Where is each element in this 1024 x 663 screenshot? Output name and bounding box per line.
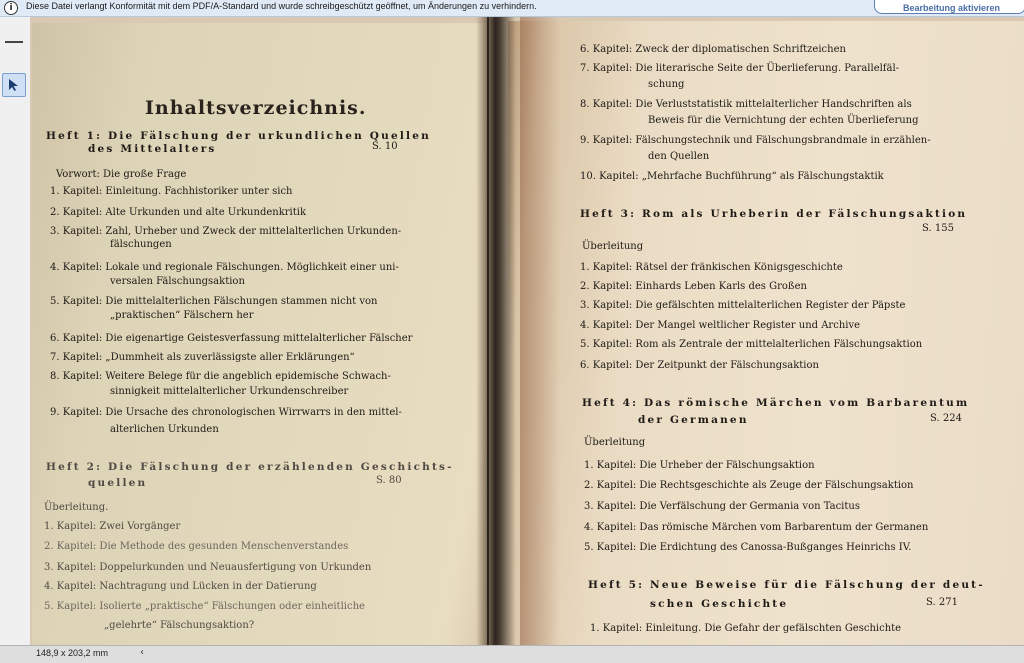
heft3-heading: Heft 3: Rom als Urheberin der Fälschungsaktion bbox=[580, 208, 968, 220]
info-icon: i bbox=[4, 1, 18, 15]
cursor-arrow-icon bbox=[8, 78, 20, 92]
toc-entry: 5. Kapitel: Die Erdichtung des Canossa-Bußganges Heinrichs IV. bbox=[584, 542, 912, 553]
heft5-heading-cont: schen Geschichte bbox=[650, 598, 789, 610]
page-size-readout: 148,9 x 203,2 mm bbox=[36, 648, 109, 658]
toc-entry-cont: sinnigkeit mittelalterlicher Urkundenschreiber bbox=[110, 386, 349, 397]
toc-entry-cont: schung bbox=[648, 79, 685, 90]
toc-entry-cont: „gelehrte“ Fälschungsaktion? bbox=[104, 620, 255, 631]
toc-entry: 6. Kapitel: Die eigenartige Geistesverfassung mittelalterlicher Fälscher bbox=[50, 333, 413, 344]
toc-entry: 9. Kapitel: Die Ursache des chronologischen Wirrwarrs in den mittel- bbox=[50, 407, 402, 418]
gutter-line bbox=[487, 17, 489, 645]
toc-entry: 4. Kapitel: Das römische Märchen vom Barbarentum der Germanen bbox=[584, 522, 929, 533]
heft1-page-ref: S. 10 bbox=[372, 141, 398, 152]
heft2-page-ref: S. 80 bbox=[376, 475, 402, 486]
toc-entry: 7. Kapitel: „Dummheit als zuverlässigste aller Erklärungen“ bbox=[50, 352, 355, 363]
toc-entry: 5. Kapitel: Die mittelalterlichen Fälschungen stammen nicht von bbox=[50, 296, 378, 307]
heft1-heading-cont: des Mittelalters bbox=[88, 143, 217, 155]
toc-entry: 5. Kapitel: Rom als Zentrale der mittelalterlichen Fälschungsaktion bbox=[580, 339, 923, 350]
toc-entry: 2. Kapitel: Alte Urkunden und alte Urkundenkritik bbox=[50, 207, 307, 218]
toc-entry: Überleitung. bbox=[44, 502, 109, 513]
toc-entry: 7. Kapitel: Die literarische Seite der Überlieferung. Parallelfäl- bbox=[580, 63, 900, 74]
toc-entry: 6. Kapitel: Zweck der diplomatischen Schriftzeichen bbox=[580, 44, 846, 55]
left-toolbar bbox=[0, 17, 31, 645]
heft1-heading: Heft 1: Die Fälschung der urkundlichen Quellen bbox=[46, 130, 431, 142]
toc-entry: 4. Kapitel: Der Mangel weltlicher Register und Archive bbox=[580, 320, 861, 331]
toc-entry: 3. Kapitel: Die gefälschten mittelalterlichen Register der Päpste bbox=[580, 300, 906, 311]
toc-entry: 5. Kapitel: Isolierte „praktische“ Fälschungen oder einheitliche bbox=[44, 601, 365, 612]
toc-entry-cont: fälschungen bbox=[110, 239, 172, 250]
heft5-heading: Heft 5: Neue Beweise für die Fälschung der deut- bbox=[588, 579, 985, 591]
toc-entry: Überleitung bbox=[584, 437, 646, 448]
heft4-page-ref: S. 224 bbox=[930, 413, 962, 424]
document-view[interactable] bbox=[30, 17, 1024, 645]
toc-entry: 2. Kapitel: Die Rechtsgeschichte als Zeuge der Fälschungsaktion bbox=[584, 480, 914, 491]
toc-entry: 10. Kapitel: „Mehrfache Buchführung“ als Fälschungstaktik bbox=[580, 171, 884, 182]
heft2-heading: Heft 2: Die Fälschung der erzählenden Geschichts- bbox=[46, 461, 454, 473]
toc-entry: 2. Kapitel: Einhards Leben Karls des Großen bbox=[580, 281, 807, 292]
heft5-page-ref: S. 271 bbox=[926, 597, 958, 608]
status-bar bbox=[0, 645, 1024, 663]
toc-entry: 9. Kapitel: Fälschungstechnik und Fälschungsbrandmale in erzählen- bbox=[580, 135, 931, 146]
toc-entry: 3. Kapitel: Doppelurkunden und Neuausfertigung von Urkunden bbox=[44, 562, 372, 573]
select-tool-button[interactable] bbox=[2, 73, 26, 97]
heft3-page-ref: S. 155 bbox=[922, 223, 954, 234]
pdfa-notice-bar bbox=[0, 0, 1024, 17]
toc-entry: 3. Kapitel: Zahl, Urheber und Zweck der mittelalterlichen Urkunden- bbox=[50, 226, 402, 237]
toc-entry: 2. Kapitel: Die Methode des gesunden Menschenverstandes bbox=[44, 541, 349, 552]
toc-entry: 6. Kapitel: Der Zeitpunkt der Fälschungsaktion bbox=[580, 360, 819, 371]
book-gutter bbox=[476, 17, 516, 645]
toc-entry-cont: Beweis für die Vernichtung der echten Überlieferung bbox=[648, 115, 919, 126]
toc-entry-cont: den Quellen bbox=[648, 151, 710, 162]
toc-entry: 4. Kapitel: Nachtragung und Lücken in der Datierung bbox=[44, 581, 317, 592]
toc-entry: 1. Kapitel: Zwei Vorgänger bbox=[44, 521, 181, 532]
toc-entry: 3. Kapitel: Die Verfälschung der Germania von Tacitus bbox=[584, 501, 860, 512]
toc-entry: 1. Kapitel: Einleitung. Die Gefahr der gefälschten Geschichte bbox=[590, 623, 902, 634]
page-stain bbox=[520, 17, 560, 645]
page-title: Inhaltsverzeichnis. bbox=[145, 97, 367, 119]
heft4-heading-cont: der Germanen bbox=[638, 414, 749, 426]
scroll-left-icon[interactable]: ‹ bbox=[140, 647, 144, 658]
toc-entry-cont: versalen Fälschungsaktion bbox=[110, 276, 245, 287]
enable-editing-button[interactable]: Bearbeitung aktivieren bbox=[874, 0, 1024, 14]
toc-entry: 4. Kapitel: Lokale und regionale Fälschungen. Möglichkeit einer uni- bbox=[50, 262, 399, 273]
toc-entry: 8. Kapitel: Weitere Belege für die angeblich epidemische Schwach- bbox=[50, 371, 391, 382]
collapse-icon[interactable] bbox=[5, 41, 23, 43]
toc-entry: Überleitung bbox=[582, 241, 644, 252]
toc-entry-cont: alterlichen Urkunden bbox=[110, 424, 219, 435]
toc-entry: 8. Kapitel: Die Verluststatistik mittelalterlicher Handschriften als bbox=[580, 99, 912, 110]
heft4-heading: Heft 4: Das römische Märchen vom Barbarentum bbox=[582, 397, 970, 409]
toc-entry: 1. Kapitel: Rätsel der fränkischen Königsgeschichte bbox=[580, 262, 843, 273]
toc-entry: Vorwort: Die große Frage bbox=[56, 169, 187, 180]
pdfa-notice-text: Diese Datei verlangt Konformität mit dem PDF/A-Standard und wurde schreibgeschützt geöffnet, um Änderungen zu verhindern. bbox=[26, 1, 537, 11]
toc-entry-cont: „praktischen“ Fälschern her bbox=[110, 310, 254, 321]
toc-entry: 1. Kapitel: Die Urheber der Fälschungsaktion bbox=[584, 460, 815, 471]
heft2-heading-cont: quellen bbox=[88, 477, 148, 489]
toc-entry: 1. Kapitel: Einleitung. Fachhistoriker unter sich bbox=[50, 186, 293, 197]
